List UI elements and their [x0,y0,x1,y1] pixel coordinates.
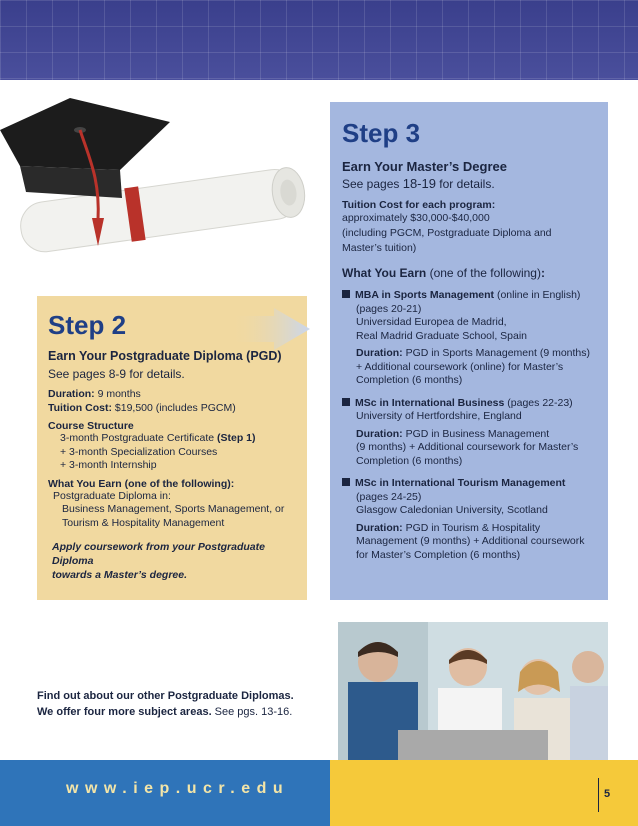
step2-earn-item: Postgraduate Diploma in: [53,489,171,502]
duration-value: 9 months [94,388,141,400]
program-line: Real Madrid Graduate School, Spain [356,329,528,342]
duration-label: Duration: [356,347,403,359]
earn-note: (one of the following) [426,266,541,280]
step2-earn-sub: Business Management, Sports Management, or [62,503,285,515]
program-line: Universidad Europea de Madrid, [356,316,507,328]
program-name-suffix: (online in English) [494,289,581,301]
course-structure-item [48,432,297,446]
page-number: 5 [604,788,611,800]
program-name: MSc in International Tourism Management [355,477,566,489]
program-duration [342,522,596,563]
students-photo [338,622,608,760]
find-more-note [37,688,327,720]
course-structure-item: + 3-month Specialization Courses [60,445,218,458]
square-bullet-icon [342,398,350,406]
course-structure-text: 3-month Postgraduate Certificate [60,432,217,444]
find-more-line1: Find out about our other Postgraduate Diplomas. [37,690,294,702]
see-pages-number: 18-19 [402,176,436,191]
program-line: Glasgow Caledonian University, Scotland [356,504,548,516]
page-number-divider [598,778,599,812]
tuition-value: $19,500 (includes PGCM) [111,402,236,414]
program-line: (pages 24-25) [356,490,422,503]
duration-line: Completion (6 months) [356,374,463,386]
graduation-cap-diploma-image [0,70,330,295]
course-structure-item: + 3-month Internship [60,459,157,471]
step3-panel [330,102,608,600]
duration-line: + Additional coursework (online) for Master’s [356,360,564,373]
duration-label: Duration: [48,388,95,400]
program-duration [342,347,596,388]
course-structure-bold: (Step 1) [217,432,256,444]
program-item [342,397,596,469]
earn-label-bold: What You Earn [342,266,427,280]
program-item [342,477,596,562]
duration-line: PGD in Sports Management (9 months) [402,347,591,359]
course-structure-label: Course Structure [48,420,134,432]
apply-line: towards a Master’s degree. [52,569,188,581]
tuition-line: approximately $30,000-$40,000 [342,212,490,224]
see-pages-number: 8-9 [108,367,127,381]
program-line: (pages 20-21) [356,302,422,315]
header-grid-band [0,0,638,80]
see-pages-suffix: for details. [435,177,495,191]
duration-line: for Master’s Completion (6 months) [356,548,521,561]
program-item [342,289,596,388]
square-bullet-icon [342,478,350,486]
see-pages-prefix: See pages [48,367,109,381]
program-name: MBA in Sports Management [355,289,495,301]
find-more-line2-rest: See pgs. 13-16. [211,706,293,718]
duration-line: PGD in Business Management [402,427,550,440]
step2-title: Step 2 [48,310,127,340]
step2-see-pages [48,367,297,381]
step2-earn-sub: Tourism & Hospitality Management [62,516,225,529]
arrow-right-icon [230,308,310,350]
step2-heading: Earn Your Postgraduate Diploma (PGD) [48,349,282,363]
tuition-line: (including PGCM, Postgraduate Diploma and [342,227,552,239]
duration-line: Management (9 months) + Additional coursework [356,535,585,547]
duration-label: Duration: [356,521,403,534]
step3-earn-label [342,266,596,280]
program-name: MSc in International Business [355,396,505,409]
program-duration [342,428,596,469]
duration-line: Completion (6 months) [356,454,463,467]
step2-earn-label: What You Earn (one of the following): [48,477,235,490]
see-pages-suffix: for details. [126,367,185,381]
tuition-line: Master’s tuition) [342,242,417,254]
step3-heading: Earn Your Master’s Degree [342,159,507,174]
duration-label: Duration: [356,427,403,440]
find-more-line2-bold: We offer four more subject areas. [37,706,212,718]
earn-colon: : [540,266,545,280]
program-name-suffix: (pages 22-23) [504,396,573,409]
step3-tuition-text [342,211,596,256]
footer-yellow-band [330,760,638,826]
tuition-label: Tuition Cost: [48,402,112,414]
see-pages-prefix: See pages [342,177,403,191]
footer-url[interactable]: www.iep.ucr.edu [66,780,290,797]
apply-line: Apply coursework from your Postgraduate Diploma [52,541,265,567]
square-bullet-icon [342,290,350,298]
step2-apply-note [48,540,297,582]
duration-line: PGD in Tourism & Hospitality [402,521,541,534]
program-line: University of Hertfordshire, England [356,410,522,422]
duration-line: (9 months) + Additional coursework for Master’s [356,441,579,453]
step2-tuition [48,401,297,415]
step3-see-pages [342,176,596,191]
step2-duration [48,387,297,401]
step3-title: Step 3 [342,118,421,148]
step3-tuition-label: Tuition Cost for each program: [342,199,496,211]
